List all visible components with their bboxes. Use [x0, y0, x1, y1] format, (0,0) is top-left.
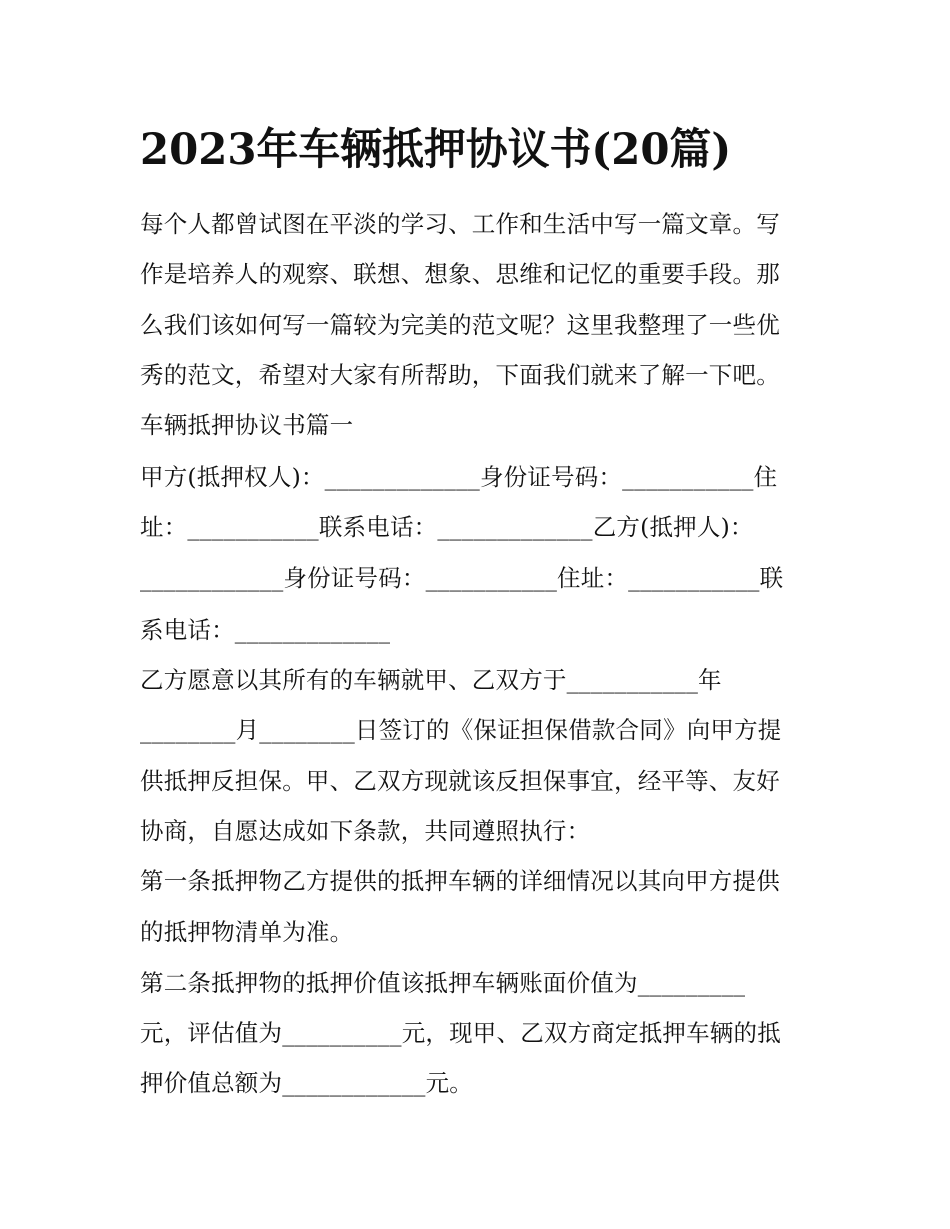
- text-line: 址：___________联系电话：_____________乙方(抵押人)：: [140, 513, 754, 541]
- text-line: 系电话：_____________: [140, 616, 391, 644]
- document-title: 2023年车辆抵押协议书(20篇): [140, 125, 732, 175]
- text-line: 甲方(抵押权人)：_____________身份证号码：___________住: [140, 463, 778, 491]
- text-line: 的抵押物清单为准。: [140, 918, 354, 946]
- text-line: ____________身份证号码：___________住址：___________联: [140, 564, 784, 592]
- text-line: 供抵押反担保。甲、乙双方现就该反担保事宜，经平等、友好: [140, 767, 780, 795]
- text-line: 第二条抵押物的抵押价值该抵押车辆账面价值为_________: [140, 969, 746, 997]
- text-line: 作是培养人的观察、联想、想象、思维和记忆的重要手段。那: [140, 260, 780, 288]
- text-line: 秀的范文，希望对大家有所帮助，下面我们就来了解一下吧。: [140, 361, 780, 389]
- text-line: 每个人都曾试图在平淡的学习、工作和生活中写一篇文章。写: [140, 210, 780, 238]
- text-line: 乙方愿意以其所有的车辆就甲、乙双方于___________年: [140, 666, 722, 694]
- section-heading: 车辆抵押协议书篇一: [140, 411, 354, 439]
- text-line: 协商，自愿达成如下条款，共同遵照执行：: [140, 817, 591, 845]
- text-line: 第一条抵押物乙方提供的抵押车辆的详细情况以其向甲方提供: [140, 867, 780, 895]
- text-line: ________月________日签订的《保证担保借款合同》向甲方提: [140, 716, 782, 744]
- text-line: 么我们该如何写一篇较为完美的范文呢？这里我整理了一些优: [140, 311, 780, 339]
- text-line: 元，评估值为__________元，现甲、乙双方商定抵押车辆的抵: [140, 1019, 781, 1047]
- text-line: 押价值总额为____________元。: [140, 1069, 473, 1097]
